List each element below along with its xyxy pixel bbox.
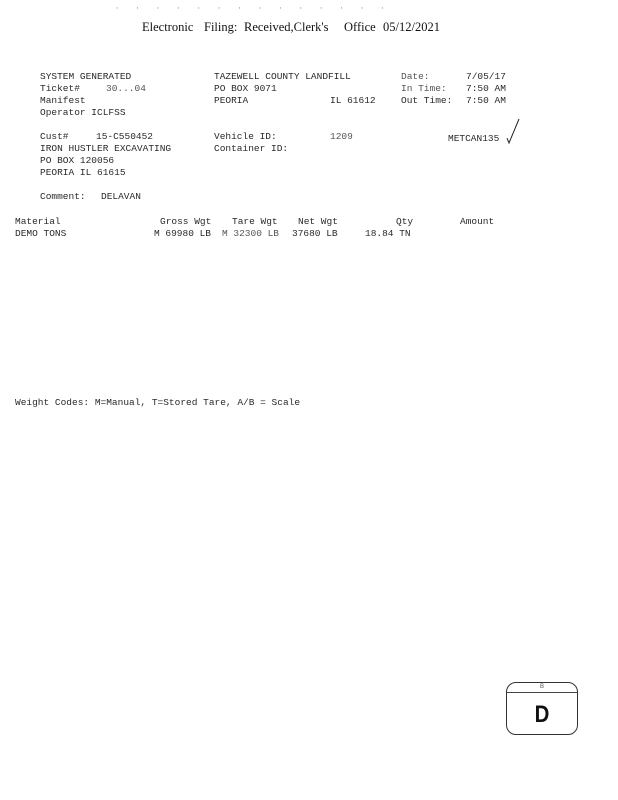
ticket-label: Ticket# <box>40 83 80 94</box>
out-time-label: Out Time: <box>401 95 453 106</box>
customer-label: Cust# <box>40 131 69 142</box>
scan-speckles: · · · · · · · · · · · · · · <box>115 5 391 13</box>
date-value: 7/05/17 <box>466 71 506 82</box>
in-time-label: In Time: <box>401 83 447 94</box>
comment-value: DELAVAN <box>101 191 141 202</box>
customer-number: 15-C550452 <box>96 131 154 142</box>
facility-city: PEORIA <box>214 95 249 106</box>
operator-text: Operator ICLFSS <box>40 107 126 118</box>
exhibit-tab <box>506 682 578 735</box>
row-net-weight: 37680 LB <box>292 228 338 239</box>
exhibit-tab-small-text: B <box>539 684 544 690</box>
exhibit-tab-letter: D <box>534 701 550 728</box>
weight-codes-legend: Weight Codes: M=Manual, T=Stored Tare, A/B = Scale <box>15 397 301 408</box>
customer-po-box: PO BOX 120056 <box>40 155 115 166</box>
row-gross-weight: M 69980 LB <box>154 228 212 239</box>
facility-name: TAZEWELL COUNTY LANDFILL <box>214 71 351 82</box>
filing-word-label: Filing: <box>204 20 238 34</box>
in-time-value: 7:50 AM <box>466 83 506 94</box>
customer-name: IRON HUSTLER EXCAVATING <box>40 143 172 154</box>
header-net-weight: Net Wgt <box>298 216 338 227</box>
manifest-label: Manifest <box>40 95 86 106</box>
row-qty: 18.84 TN <box>365 228 411 239</box>
system-generated-text: SYSTEM GENERATED <box>40 71 132 82</box>
header-material: Material <box>15 216 61 227</box>
office-label: Office <box>344 20 376 34</box>
facility-state-zip: IL 61612 <box>330 95 376 106</box>
handwritten-check-icon <box>505 118 521 144</box>
customer-city: PEORIA IL 61615 <box>40 167 126 178</box>
container-id-label: Container ID: <box>214 143 289 154</box>
header-gross-weight: Gross Wgt <box>160 216 212 227</box>
filing-electronic-label: Electronic <box>142 20 194 34</box>
header-tare-weight: Tare Wgt <box>232 216 278 227</box>
ticket-number: 30...04 <box>106 83 146 94</box>
vehicle-id-label: Vehicle ID: <box>214 131 277 142</box>
out-time-value: 7:50 AM <box>466 95 506 106</box>
comment-label: Comment: <box>40 191 86 202</box>
header-qty: Qty <box>396 216 414 227</box>
received-clerks-label: Received,Clerk's <box>244 20 329 34</box>
date-label: Date: <box>401 71 430 82</box>
facility-po-box: PO BOX 9071 <box>214 83 277 94</box>
header-amount: Amount <box>460 216 495 227</box>
container-code: METCAN135 <box>448 133 500 144</box>
exhibit-tab-divider <box>507 692 577 693</box>
row-tare-weight: M 32300 LB <box>222 228 280 239</box>
filing-date: 05/12/2021 <box>383 20 440 34</box>
row-material: DEMO TONS <box>15 228 67 239</box>
vehicle-id-value: 1209 <box>330 131 353 142</box>
